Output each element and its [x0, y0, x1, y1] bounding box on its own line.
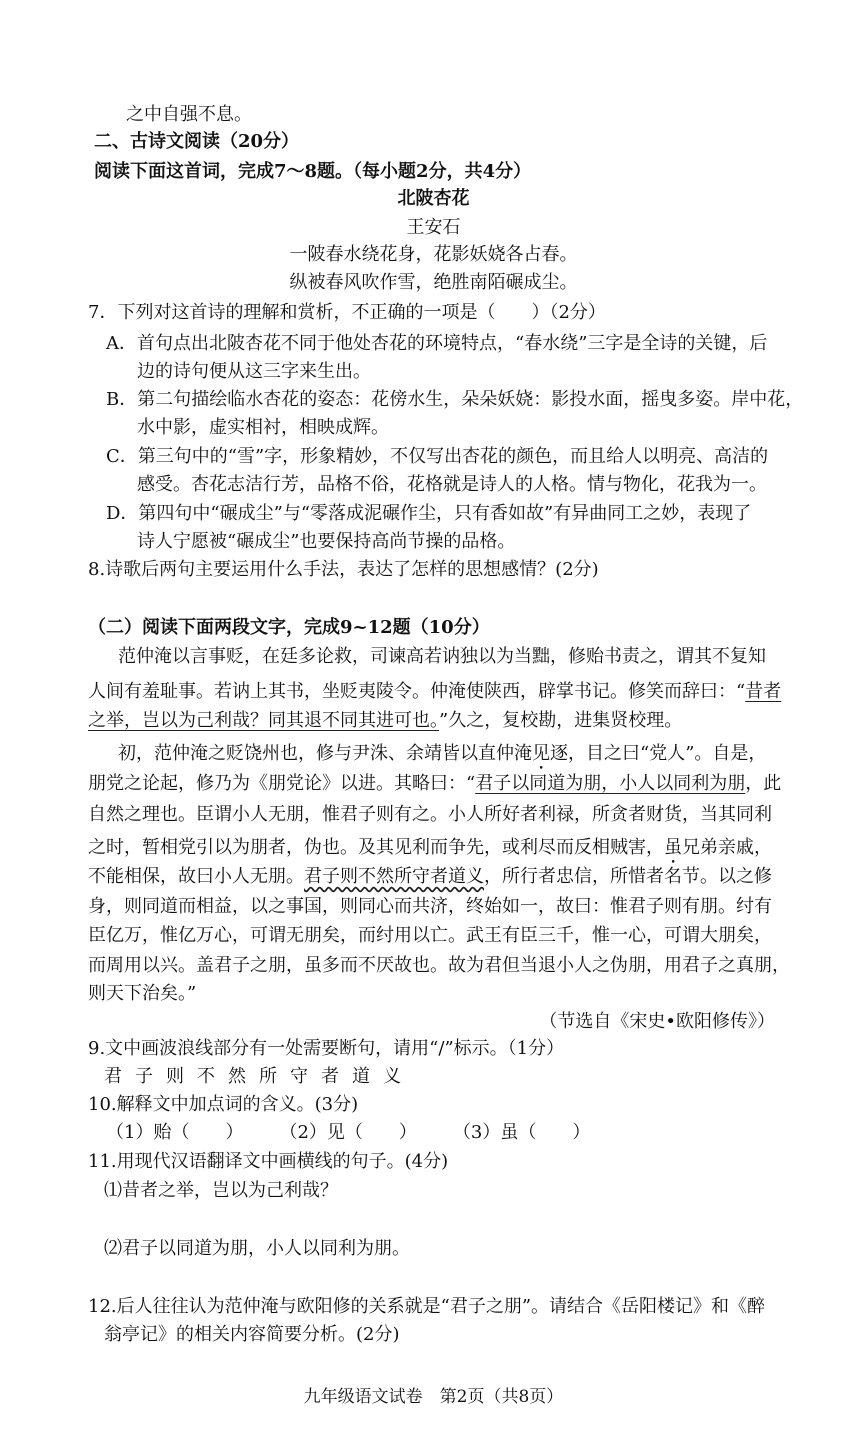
dotted-word: 虽	[664, 837, 682, 858]
passage-line: 初，范仲淹之贬饶州也，修与尹洙、余靖皆以直仲淹见逐，目之曰“党人”。自是，	[118, 743, 767, 764]
question-8: 8.诗歌后两句主要运用什么手法，表达了怎样的思想感情？(2分)	[88, 559, 599, 580]
wavy-underlined-text: 君子则不然所守者道义	[304, 866, 484, 887]
passage-line: 自然之理也。臣谓小人无朋，惟君子则有之。小人所好者利禄，所贪者财货，当其同利	[88, 804, 772, 825]
text-line: 之中自强不息。	[126, 104, 252, 125]
passage-line: 而周用以兴。盖君子之朋，虽多而不厌故也。故为君但当退小人之伪朋，用君子之真朋，	[88, 955, 790, 976]
question-9: 9.文中画波浪线部分有一处需要断句，请用“/”标示。（1分）	[88, 1038, 565, 1059]
section-heading: 二、古诗文阅读（20分）	[94, 131, 300, 152]
question-11-part1: ⑴昔者之举，岂以为己利哉？	[104, 1180, 338, 1201]
option-c: C．第三句中的“雪”字，形象精妙，不仅写出杏花的颜色，而且给人以明亮、高洁的	[106, 446, 769, 467]
question-12: 12.后人往往认为范仲淹与欧阳修的关系就是“君子之朋”。请结合《岳阳楼记》和《醉	[88, 1296, 766, 1317]
underlined-sentence: 昔者	[745, 681, 782, 702]
question-9-text: 君子则不然所守者道义	[104, 1066, 414, 1087]
source-citation: （节选自《宋史•欧阳修传》）	[539, 1011, 775, 1032]
section-heading: （二）阅读下面两段文字，完成9~12题（10分）	[88, 617, 490, 638]
question-11: 11.用现代汉语翻译文中画横线的句子。(4分)	[88, 1151, 449, 1172]
question-10: 10.解释文中加点词的含义。(3分)	[88, 1094, 359, 1115]
page-footer: 九年级语文试卷 第2页（共8页）	[303, 1387, 564, 1407]
question-7: 7．下列对这首诗的理解和赏析，不正确的一项是（ ）（2分）	[88, 302, 606, 323]
passage-line: 则天下治矣。”	[88, 983, 197, 1004]
option-b: B．第二句描绘临水杏花的姿态：花傍水生，朵朵妖娆：影投水面，摇曳多姿。岸中花，	[106, 389, 804, 410]
passage-line: 范仲淹以言事贬，在廷多论救，司谏高若讷独以为当黜，修贻书责之，谓其不复知	[118, 646, 766, 667]
question-11-part2: ⑵君子以同道为朋，小人以同利为朋。	[104, 1238, 410, 1259]
option-d-cont: 诗人宁愿被“碾成尘”也要保持高尚节操的品格。	[137, 531, 516, 552]
underlined-sentence: 君子以同道为朋，小人以同利为朋	[475, 773, 746, 794]
dotted-word: 见	[532, 743, 550, 764]
instruction-line: 阅读下面这首词，完成7～8题。（每小题2分，共4分）	[94, 161, 532, 182]
passage-line: 不能相保，故曰小人无朋。君子则不然所守者道义，所行者忠信，所惜者名节。以之修	[88, 866, 772, 887]
poem-line: 纵被春风吹作雪，绝胜南陌碾成尘。	[289, 272, 578, 293]
passage-line: 朋党之论起，修乃为《朋党论》以进。其略曰：“君子以同道为朋，小人以同利为朋，此	[88, 773, 782, 794]
option-b-cont: 水中影，虚实相衬，相映成辉。	[137, 417, 389, 438]
underlined-sentence: 之举，岂以为己利哉？同其退不同其进可也。	[88, 710, 439, 731]
poem-author: 王安石	[406, 217, 461, 238]
passage-line: 人间有羞耻事。若讷上其书，坐贬夷陵令。仲淹使陕西，辟掌书记。修笑而辞曰：“昔者	[88, 681, 782, 702]
option-d: D．第四句中“碾成尘”与“零落成泥碾作尘，只有香如故”有异曲同工之妙，表现了	[106, 503, 752, 524]
passage-line: 之举，岂以为己利哉？同其退不同其进可也。”久之，复校勘，进集贤校理。	[88, 710, 683, 731]
option-c-cont: 感受。杏花志洁行芳，品格不俗，花格就是诗人的人格。情与物化，花我为一。	[137, 474, 767, 495]
option-a: A．首句点出北陂杏花不同于他处杏花的环境特点，“春水绕”三字是全诗的关键，后	[106, 333, 768, 354]
passage-line: 身，则同道而相益，以之事国，则同心而共济，终始如一，故曰：惟君子则有朋。纣有	[88, 896, 772, 917]
option-a-cont: 边的诗句便从这三字来生出。	[137, 361, 371, 382]
passage-line: 臣亿万，惟亿万心，可谓无朋矣，而纣用以亡。武王有臣三千，惟一心，可谓大朋矣，	[88, 925, 772, 946]
question-12-cont: 翁亭记》的相关内容简要分析。(2分)	[104, 1324, 400, 1345]
question-10-items: （1）贻（ ） （2）见（ ） （3）虽（ ）	[106, 1122, 591, 1143]
poem-line: 一陂春水绕花身，花影妖娆各占春。	[289, 244, 578, 265]
poem-title: 北陂杏花	[397, 188, 470, 209]
passage-line: 之时，暂相党引以为朋者，伪也。及其见利而争先，或利尽而反相贼害，虽兄弟亲戚，	[88, 837, 772, 858]
